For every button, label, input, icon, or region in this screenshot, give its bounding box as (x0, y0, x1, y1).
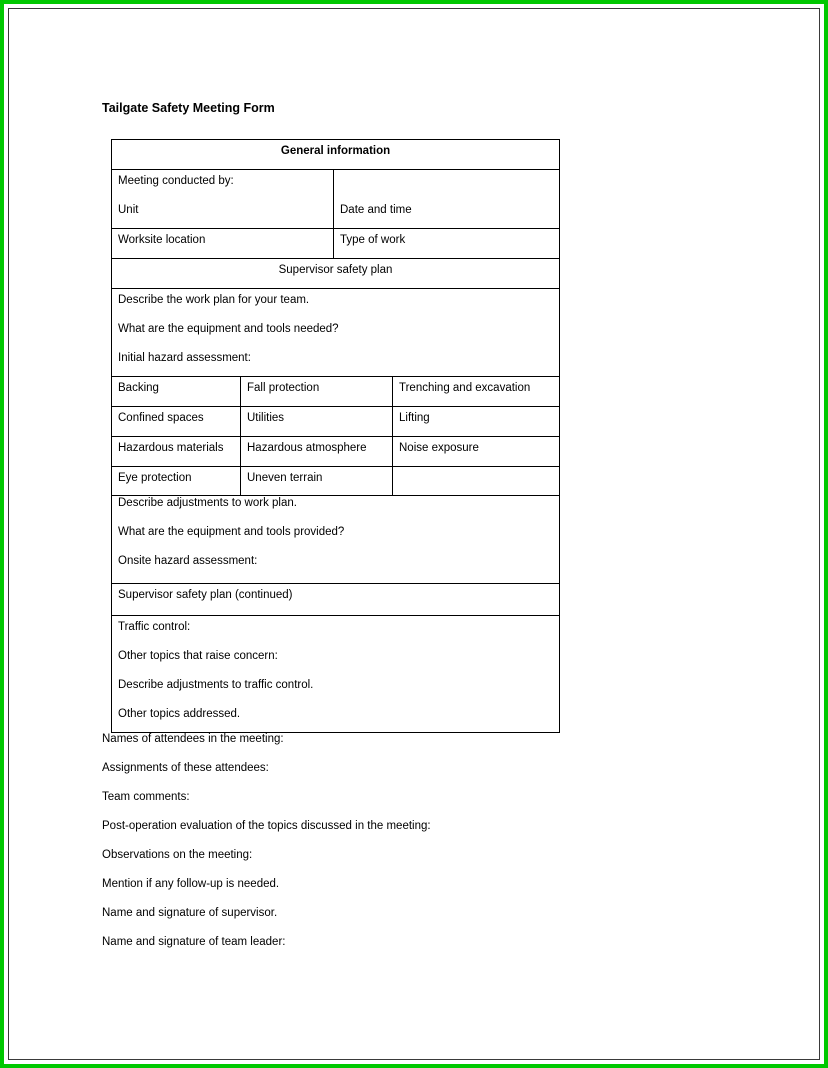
team-comments-line: Team comments: (102, 791, 190, 803)
hazard-cell: Hazardous materials (112, 437, 241, 467)
team-leader-signature-line: Name and signature of team leader: (102, 936, 286, 948)
conducted-by-cell (112, 170, 334, 229)
hazard-cell: Fall protection (241, 377, 393, 407)
worksite-label: Worksite location (118, 234, 206, 246)
general-info-header: General information (112, 140, 560, 170)
type-of-work-cell (334, 229, 560, 259)
hazard-cell: Lifting (393, 407, 560, 437)
supervisor-signature-line: Name and signature of supervisor. (102, 907, 278, 919)
date-time-cell (334, 170, 560, 229)
form-title: Tailgate Safety Meeting Form (102, 101, 275, 115)
observations-line: Observations on the meeting: (102, 849, 253, 861)
attendees-line: Names of attendees in the meeting: (102, 733, 284, 745)
other-concerns-question: Other topics that raise concern: (118, 650, 278, 662)
continued-header: Supervisor safety plan (continued) (112, 584, 560, 616)
supervisor-plan-header: Supervisor safety plan (112, 259, 560, 289)
hazard-cell: Trenching and excavation (393, 377, 560, 407)
hazard-cell: Utilities (241, 407, 393, 437)
other-topics-question: Other topics addressed. (118, 708, 241, 720)
hazard-cell: Uneven terrain (241, 467, 393, 496)
unit-label: Unit (118, 204, 139, 216)
date-time-label: Date and time (340, 204, 412, 216)
hazard-cell-empty (393, 467, 560, 496)
equipment-question: What are the equipment and tools needed? (118, 323, 339, 335)
hazard-cell: Backing (112, 377, 241, 407)
assignments-line: Assignments of these attendees: (102, 762, 269, 774)
equipment-provided-question: What are the equipment and tools provided? (118, 526, 345, 538)
type-of-work-label: Type of work (340, 234, 406, 246)
traffic-cell (112, 616, 560, 733)
work-plan-question: Describe the work plan for your team. (118, 294, 310, 306)
traffic-control-question: Traffic control: (118, 621, 191, 633)
hazard-cell: Confined spaces (112, 407, 241, 437)
follow-up-line: Mention if any follow-up is needed. (102, 878, 280, 890)
hazard-cell: Eye protection (112, 467, 241, 496)
evaluation-line: Post-operation evaluation of the topics discussed in the meeting: (102, 820, 431, 832)
adjustments-cell (112, 496, 560, 584)
worksite-cell (112, 229, 334, 259)
work-plan-questions (112, 289, 560, 377)
safety-form-table (111, 139, 560, 733)
onsite-hazard-question: Onsite hazard assessment: (118, 555, 258, 567)
adjustments-question: Describe adjustments to work plan. (118, 497, 297, 509)
post-meeting-section (102, 733, 431, 965)
hazard-cell: Noise exposure (393, 437, 560, 467)
hazard-cell: Hazardous atmosphere (241, 437, 393, 467)
hazard-assessment-question: Initial hazard assessment: (118, 352, 251, 364)
conducted-by-label: Meeting conducted by: (118, 175, 234, 187)
traffic-adjustments-question: Describe adjustments to traffic control. (118, 679, 314, 691)
